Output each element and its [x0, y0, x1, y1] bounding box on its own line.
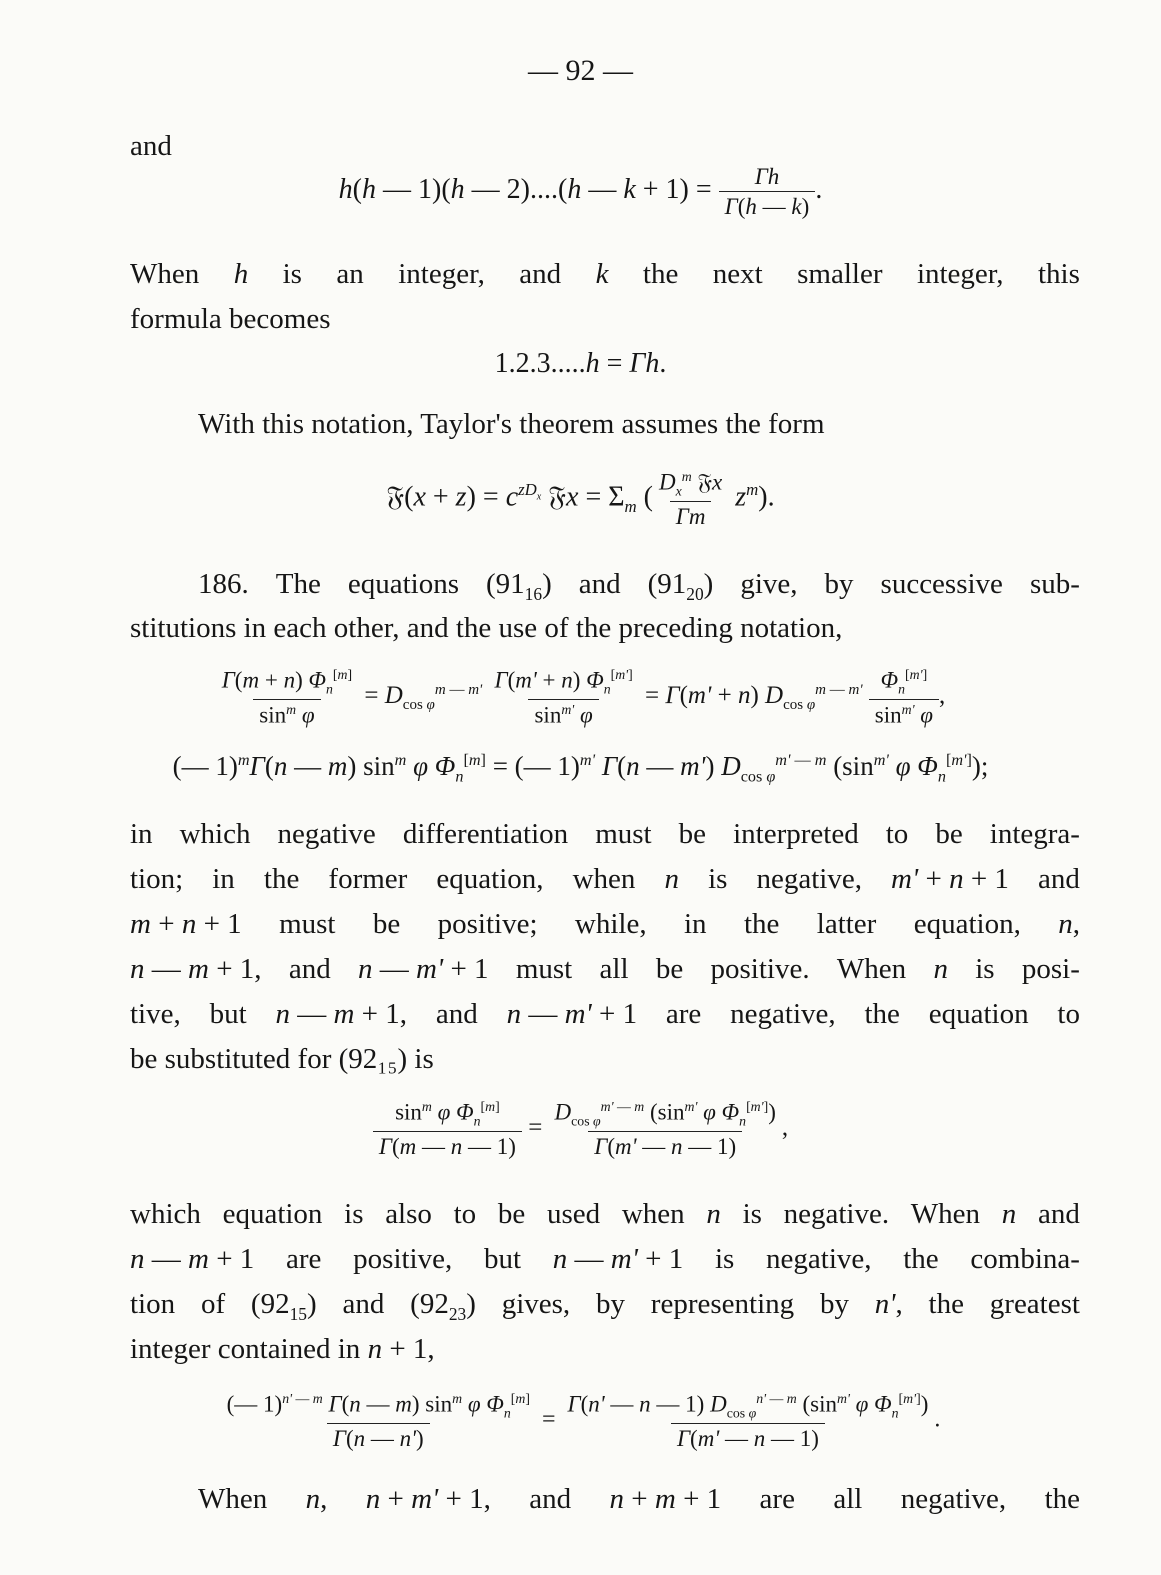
text-line: tion of $(92_{15})$ and $(92_{23})$ gives, by representing by n', the greatest [130, 1288, 1080, 1324]
formula-relation-1: $\frac{\Gamma(m + n) \Phi_n^{[m]}}{\sin^m \varphi}$ = $D_{cos \varphi}^{m — m'}$ $\frac{\Gamma(m' + n) \Phi_n^{[m']}}{\sin^{m'} \varphi}$ = Γ(m' + n) $D_{cos \varphi}^{m — m'}$ $\frac{\Phi_n^{[m']}}{\sin^{m'} \varphi}$ , [221, 667, 946, 728]
text-line: tive, but n — m + 1, and n — m' + 1 are negative, the equation to [130, 998, 1080, 1030]
text-line: 186. The equations $(91_{16})$ and $(91_{20})$ give, by successive sub- [198, 568, 1080, 604]
text-line: When h is an integer, and k the next smaller integer, this [130, 258, 1080, 290]
text-line: formula becomes [130, 303, 331, 335]
text-line: in which negative differentiation must be interpreted to be integra- [130, 818, 1080, 850]
text-line: integer contained in n + 1, [130, 1333, 435, 1365]
text-line: With this notation, Taylor's theorem assumes the form [198, 408, 825, 440]
text-line: n — m + 1 are positive, but n — m' + 1 is negative, the combina- [130, 1243, 1080, 1275]
text-line: which equation is also to be used when n is negative. When n and [130, 1198, 1080, 1230]
text-line: When n, n + m' + 1, and n + m + 1 are all negative, the [198, 1483, 1080, 1515]
text-line-and: and [130, 130, 172, 162]
formula-gamma-factorial: 1.2.3.....h = Γh. [494, 348, 667, 379]
text-line: m + n + 1 must be positive; while, in the latter equation, n, [130, 908, 1080, 940]
formula-substitution: $\frac{\sin^m \varphi \Phi_n^{[m]}}{\Gamma(m — n — 1)}$ = $\frac{D_{cos \varphi}^{m' — m} (\sin^{m'} \varphi \Phi_n^{[m']})}{\Gamma(m' — n — 1)}$ , [0, 1100, 1161, 1158]
text-line: tion; in the former equation, when n is negative, m' + n + 1 and [130, 863, 1080, 895]
page-number: — 92 — [528, 54, 633, 87]
formula-taylor: 𝔉(x + $z) = c^{zD_x}$ 𝔉x = $\Sigma_m$ ( $\frac{D_x^m 𝔉x}{\Gamma m}$ $z^m$). [386, 469, 775, 530]
text-line: n — m + 1, and n — m' + 1 must all be positive. When n is posi- [130, 953, 1080, 985]
text-line: stitutions in each other, and the use of the preceding notation, [130, 612, 843, 644]
text-line: be substituted for (92₁₅) is [130, 1043, 434, 1075]
formula-factorial: h(h — 1)(h — 2)....(h — k + 1) = $\frac{\Gamma h}{\Gamma(h — k)}$ . [338, 164, 823, 219]
formula-combination: $\frac{(— 1)^{n' — m} \Gamma(n — m) \sin^m \varphi \Phi_n^{[m]}}{\Gamma(n — n')}$ = $\frac{\Gamma(n' — n — 1) D_{cos \varphi}^{n' — m} (\sin^{m'} \varphi \Phi_n^{[m']})}{\Gamma(m' — n — 1)}$ . [226, 1391, 941, 1452]
formula-relation-2: (— 1)$^m$Γ(n — m) $\sin^m \varphi$ $\Phi_n[m]$ = (— 1)$^{m'}$ Γ(n — m') $D_{cos \varphi}^{m' — m}$ ($\sin^{m'}$ φ $\Phi_n[m']$); [172, 751, 989, 786]
